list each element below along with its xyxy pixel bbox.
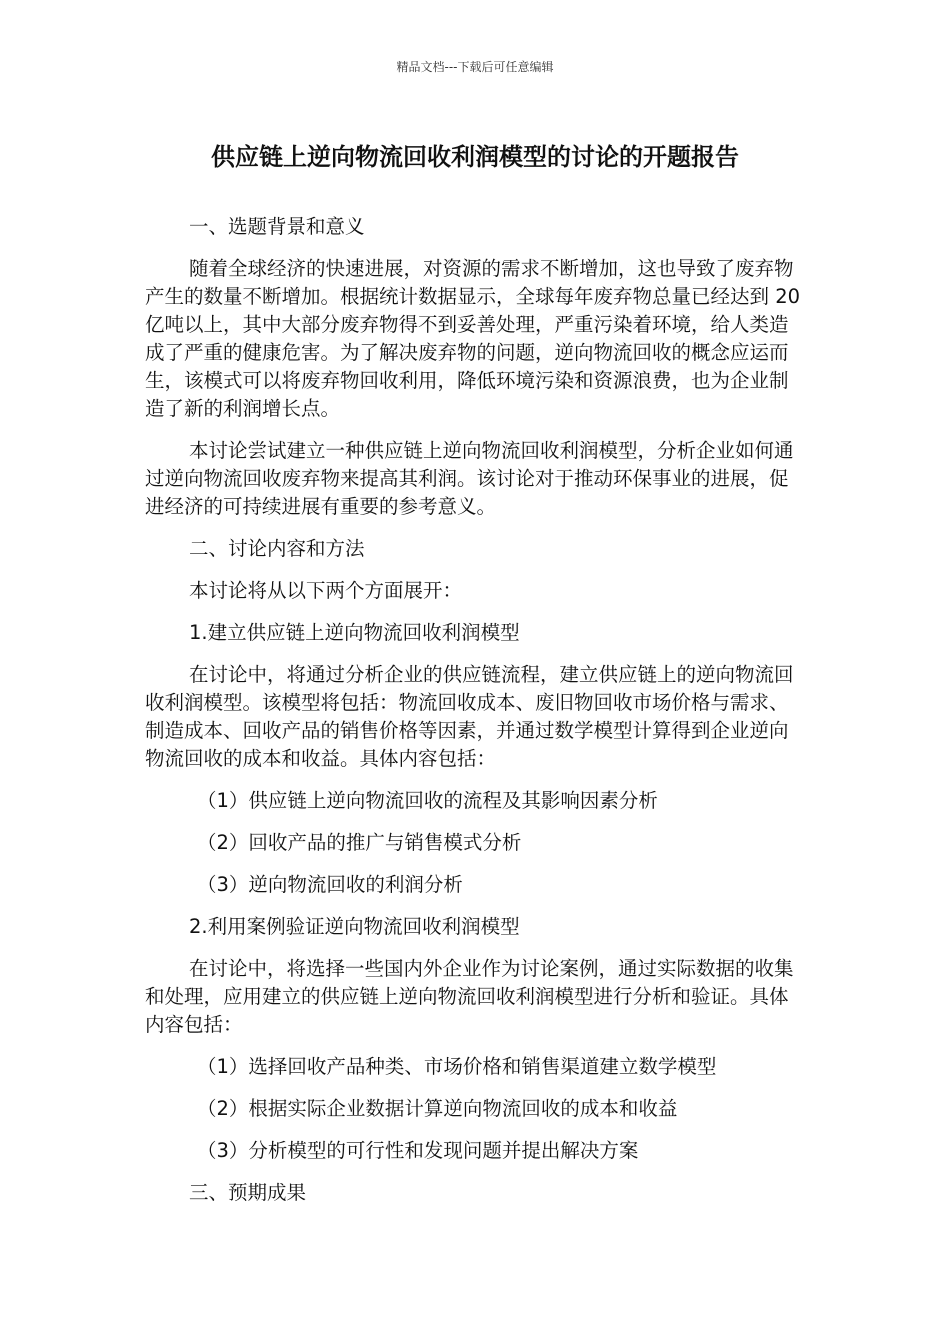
list-item: （1）选择回收产品种类、市场价格和销售渠道建立数学模型 [197, 1055, 717, 1078]
paragraph-model: 在讨论中，将通过分析企业的供应链流程，建立供应链上的逆向物流回收利润模型。该模型将包括：物流回收成本、废旧物回收市场价格与需求、制造成本、回收产品的销售价格等因素，并通过数学模型计算得到企业逆向物流回收的成本和收益。具体内容包括： [145, 663, 794, 770]
paragraph-background: 随着全球经济的快速进展，对资源的需求不断增加，这也导致了废弃物产生的数量不断增加。根据统计数据显示，全球每年废弃物总量已经达到 20 亿吨以上，其中大部分废弃物得不到妥善处理，严重污染着环境，给人类造成了严重的健康危害。为了解决废弃物的问题，逆向物流回收的概念应运而生，该模式可以将废弃物回收利用，降低环境污染和资源浪费，也为企业制造了新的利润增长点。 [145, 257, 801, 420]
section-heading-2: 二、讨论内容和方法 [189, 537, 365, 560]
paragraph-case: 在讨论中，将选择一些国内外企业作为讨论案例，通过实际数据的收集和处理，应用建立的供应链上逆向物流回收利润模型进行分析和验证。具体内容包括： [145, 957, 794, 1036]
document-title: 供应链上逆向物流回收利润模型的讨论的开题报告 [211, 143, 739, 171]
page-header: 精品文档---下载后可任意编辑 [396, 60, 554, 74]
section-heading-1: 一、选题背景和意义 [189, 215, 365, 238]
section-heading-3: 三、预期成果 [189, 1181, 307, 1204]
document-body [145, 213, 807, 1207]
list-item: （3）分析模型的可行性和发现问题并提出解决方案 [197, 1139, 639, 1162]
list-item: （3）逆向物流回收的利润分析 [197, 873, 463, 896]
list-item: （2）回收产品的推广与销售模式分析 [197, 831, 522, 854]
list-item: （1）供应链上逆向物流回收的流程及其影响因素分析 [197, 789, 658, 812]
list-item: （2）根据实际企业数据计算逆向物流回收的成本和收益 [197, 1097, 678, 1120]
paragraph-purpose: 本讨论尝试建立一种供应链上逆向物流回收利润模型，分析企业如何通过逆向物流回收废弃物来提高其利润。该讨论对于推动环保事业的进展，促进经济的可持续进展有重要的参考意义。 [145, 439, 794, 518]
subsection-title-2: 2.利用案例验证逆向物流回收利润模型 [189, 915, 520, 938]
subsection-title-1: 1.建立供应链上逆向物流回收利润模型 [189, 621, 520, 644]
paragraph-intro: 本讨论将从以下两个方面展开： [189, 579, 463, 602]
